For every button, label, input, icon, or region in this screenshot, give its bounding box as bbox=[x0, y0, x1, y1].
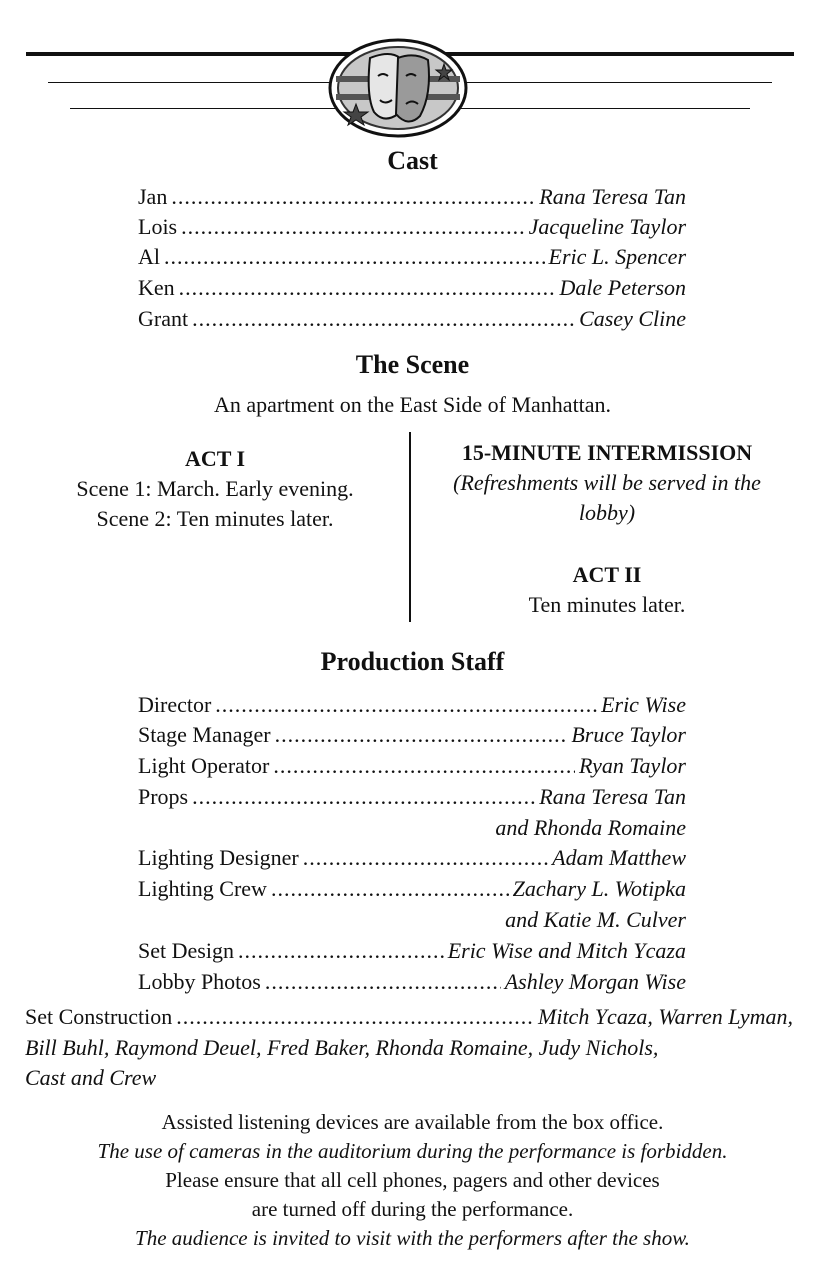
staff-name: Adam Matthew bbox=[552, 845, 686, 870]
staff-lighting-crew-continuation: and Katie M. Culver bbox=[505, 907, 686, 932]
intermission-block bbox=[412, 438, 802, 528]
leader-dots bbox=[171, 182, 535, 212]
staff-row-light-operator bbox=[138, 751, 686, 781]
cast-row-ken bbox=[138, 273, 686, 303]
cast-actor: Eric L. Spencer bbox=[548, 244, 686, 269]
cast-role: Lois bbox=[138, 214, 178, 239]
cast-actor: Dale Peterson bbox=[559, 275, 686, 300]
note-cameras: The use of cameras in the auditorium during the performance is forbidden. bbox=[97, 1139, 728, 1163]
leader-dots bbox=[192, 782, 535, 812]
leader-dots bbox=[164, 242, 545, 272]
staff-role: Director bbox=[138, 692, 212, 717]
staff-row-set-construction bbox=[25, 1002, 793, 1032]
note-listening-devices: Assisted listening devices are available from the box office. bbox=[161, 1110, 664, 1134]
act1-block bbox=[20, 444, 410, 534]
staff-row-lobby-photos bbox=[138, 967, 686, 997]
scene-description: An apartment on the East Side of Manhattan. bbox=[213, 392, 612, 417]
staff-name: Rana Teresa Tan bbox=[539, 784, 686, 809]
note-visit-performers: The audience is invited to visit with the performers after the show. bbox=[135, 1226, 690, 1250]
leader-dots bbox=[238, 936, 444, 966]
note-devices-line2: are turned off during the performance. bbox=[251, 1197, 574, 1221]
staff-name: Bruce Taylor bbox=[571, 722, 686, 747]
leader-dots bbox=[275, 720, 568, 750]
act1-scene2: Scene 2: Ten minutes later. bbox=[96, 506, 334, 531]
act1-scene1: Scene 1: March. Early evening. bbox=[76, 476, 354, 501]
cast-role: Ken bbox=[138, 275, 175, 300]
theatre-masks-icon bbox=[328, 36, 468, 140]
staff-name: Eric Wise bbox=[601, 692, 686, 717]
staff-name: Ryan Taylor bbox=[579, 753, 686, 778]
cast-title: Cast bbox=[387, 146, 438, 175]
staff-role: Set Construction bbox=[25, 1004, 173, 1029]
staff-row-props bbox=[138, 782, 686, 812]
cast-actor: Jacqueline Taylor bbox=[528, 214, 686, 239]
act2-description: Ten minutes later. bbox=[528, 592, 686, 617]
intermission-title: 15-MINUTE INTERMISSION bbox=[461, 440, 753, 465]
staff-role: Light Operator bbox=[138, 753, 270, 778]
staff-row-stage-manager bbox=[138, 720, 686, 750]
staff-title: Production Staff bbox=[320, 647, 505, 676]
audience-notes bbox=[0, 1108, 825, 1253]
staff-role: Lighting Crew bbox=[138, 876, 267, 901]
leader-dots bbox=[192, 304, 575, 334]
leader-dots bbox=[265, 967, 501, 997]
header-decoration bbox=[0, 0, 825, 150]
set-construction-line3: Cast and Crew bbox=[25, 1065, 157, 1090]
cast-role: Al bbox=[138, 244, 160, 269]
staff-role: Stage Manager bbox=[138, 722, 271, 747]
cast-row-jan bbox=[138, 182, 686, 212]
act2-title: ACT II bbox=[572, 562, 642, 587]
staff-role: Set Design bbox=[138, 938, 234, 963]
staff-role: Lobby Photos bbox=[138, 969, 261, 994]
cast-actor: Casey Cline bbox=[579, 306, 686, 331]
cast-row-grant bbox=[138, 304, 686, 334]
intermission-note-line1: (Refreshments will be served in the bbox=[453, 470, 761, 495]
leader-dots bbox=[179, 273, 556, 303]
scene-title: The Scene bbox=[355, 350, 470, 379]
cast-row-lois bbox=[138, 212, 686, 242]
intermission-note-line2: lobby) bbox=[578, 500, 636, 525]
staff-row-lighting-designer bbox=[138, 843, 686, 873]
cast-role: Grant bbox=[138, 306, 189, 331]
staff-row-lighting-crew bbox=[138, 874, 686, 904]
column-divider bbox=[409, 432, 411, 622]
staff-name: Zachary L. Wotipka bbox=[512, 876, 686, 901]
act1-title: ACT I bbox=[184, 446, 246, 471]
staff-role: Lighting Designer bbox=[138, 845, 299, 870]
leader-dots bbox=[303, 843, 548, 873]
leader-dots bbox=[271, 874, 509, 904]
staff-name: Eric Wise and Mitch Ycaza bbox=[447, 938, 686, 963]
set-construction-line2: Bill Buhl, Raymond Deuel, Fred Baker, Rhonda Romaine, Judy Nichols, bbox=[25, 1035, 659, 1060]
act2-block bbox=[412, 560, 802, 620]
note-devices-line1: Please ensure that all cell phones, pagers and other devices bbox=[165, 1168, 660, 1192]
leader-dots bbox=[273, 751, 575, 781]
cast-actor: Rana Teresa Tan bbox=[539, 184, 686, 209]
staff-name: Ashley Morgan Wise bbox=[504, 969, 686, 994]
cast-row-al bbox=[138, 242, 686, 272]
staff-role: Props bbox=[138, 784, 189, 809]
staff-row-director bbox=[138, 690, 686, 720]
cast-role: Jan bbox=[138, 184, 168, 209]
staff-props-continuation: and Rhonda Romaine bbox=[495, 815, 686, 840]
leader-dots bbox=[181, 212, 524, 242]
staff-row-set-design bbox=[138, 936, 686, 966]
staff-name: Mitch Ycaza, Warren Lyman, bbox=[538, 1004, 793, 1029]
leader-dots bbox=[215, 690, 597, 720]
leader-dots bbox=[176, 1002, 534, 1032]
